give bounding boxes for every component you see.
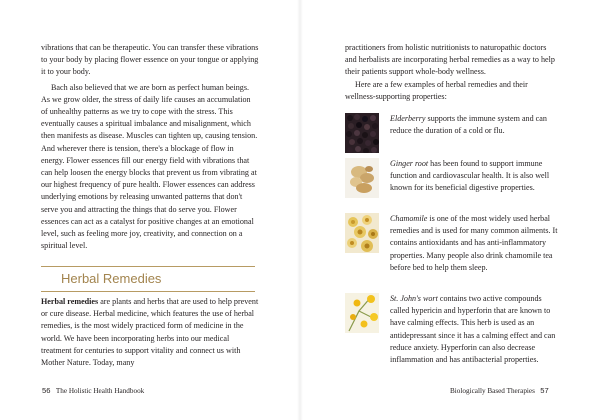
ginger-root-image — [345, 158, 379, 198]
left-footer — [42, 386, 144, 395]
right-footer — [450, 386, 549, 395]
herb-name: St. John's wort — [390, 294, 438, 303]
st-johns-wort-text — [390, 293, 562, 366]
section-heading: Herbal Remedies — [61, 271, 162, 286]
herb-name: Ginger root — [390, 159, 429, 168]
chamomile-image — [345, 213, 379, 253]
herb-name: Chamomile — [390, 214, 428, 223]
left-body-text-2 — [41, 296, 259, 369]
book-gutter — [297, 0, 303, 420]
herb-description: has been found to support immune function and cardiovascular health. It is also well known for its beneficial digestive properties. — [390, 159, 550, 193]
herb-description: is one of the most widely used herbal remedies and is used for many common ailments. It contains antioxidants and has anti-inflammatory properties. Many people also drink chamomile tea before bed to help them sleep. — [390, 214, 558, 272]
left-paragraph-2: Bach also believed that we are born as perfect human beings. As we grow older, the stress of daily life causes an accumulation of unhealthy patterns as we try to cope with the stress. This eventually causes a spiritual imbalance and misalignment, which then manifests as disease. Muscles can tighten up, causing tension. And wherever there is tension, there's a blockage of flow in energy. Flower essences fill our energy field with vibrations that can help loosen the energy blocks that prevent us from vibrating at our highest frequency of pure health. Flower essences can address underlying emotions by releasing unwanted patterns that don't serve you and attracting the things that do serve you. Flower essences can act as a catalyst for positive changes at an emotional level, such as feeling more joy, creativity, and connection on a spiritual level. — [41, 82, 258, 251]
herbal-remedies-term: Herbal remedies — [41, 297, 99, 306]
st-johns-wort-image — [345, 293, 379, 333]
left-paragraph-3-text: are plants and herbs that are used to help prevent or cure disease. Herbal medicine, which features the use of herbal remedies, is the most widely practiced form of medicine in the world. We have been incorporating herbs into our medical treatment for centuries to support vitality and connect us with Mother Nature. Today, many — [41, 297, 259, 368]
left-paragraph-3 — [41, 296, 259, 369]
left-page-number: 56 — [42, 386, 51, 395]
herb-item — [390, 293, 562, 366]
right-running-title: Biologically Based Therapies — [450, 387, 535, 395]
right-body-text — [345, 42, 559, 103]
herb-description: supports the immune system and can reduce the duration of a cold or flu. — [390, 114, 547, 136]
left-running-title: The Holistic Health Handbook — [55, 387, 145, 395]
herb-name: Elderberry — [390, 114, 426, 123]
left-body-text — [41, 42, 259, 252]
herb-item — [390, 158, 562, 195]
right-paragraph-2: Here are a few examples of herbal remedies and their wellness-supporting properties: — [345, 79, 528, 101]
herb-description: contains two active compounds called hypericin and hyperforin that are known to have calming effects. This herb is used as an antidepressant since it has a calming effect and can reduce anxiety. Hyperforin can also decrease inflammation and has antibacterial properties. — [390, 294, 556, 365]
right-paragraph-1: practitioners from holistic nutritionists to naturopathic doctors and herbalists are incorporating herbal remedies as a way to help their patients support whole-body wellness. — [345, 43, 555, 77]
elderberry-image — [345, 113, 379, 153]
herb-item — [390, 113, 562, 137]
ginger-root-text — [390, 158, 562, 195]
right-page-number: 57 — [540, 386, 549, 395]
section-heading-box — [41, 266, 255, 292]
elderberry-text — [390, 113, 562, 137]
chamomile-text — [390, 213, 562, 274]
herb-item — [390, 213, 562, 274]
left-paragraph-1: vibrations that can be therapeutic. You can transfer these vibrations to your body by placing flower essence on your tongue or applying it to your body. — [41, 43, 259, 77]
